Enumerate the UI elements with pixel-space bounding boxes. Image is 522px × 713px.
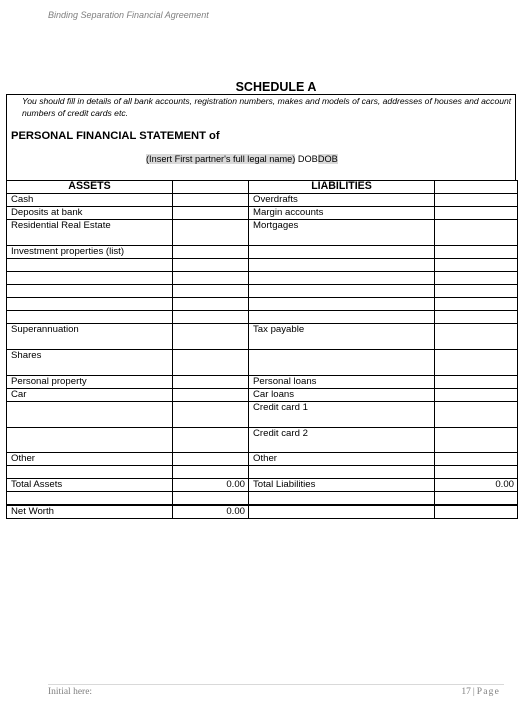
table-row (7, 376, 518, 389)
table-row (7, 311, 518, 324)
liability-label: Credit card 2 (249, 428, 435, 453)
footer-divider (48, 684, 504, 685)
table-row (7, 479, 518, 492)
asset-label (7, 466, 173, 479)
asset-value[interactable] (173, 389, 249, 402)
asset-label (7, 492, 173, 505)
liability-label: Car loans (249, 389, 435, 402)
liability-value[interactable] (435, 492, 518, 505)
liability-value[interactable] (435, 453, 518, 466)
liability-value[interactable] (435, 285, 518, 298)
table-row (7, 350, 518, 376)
liability-label (249, 466, 435, 479)
liability-label (249, 246, 435, 259)
assets-header: ASSETS (7, 181, 173, 194)
table-row (7, 272, 518, 285)
asset-value[interactable] (173, 259, 249, 272)
asset-value[interactable] (173, 207, 249, 220)
liability-label (249, 285, 435, 298)
statement-title: PERSONAL FINANCIAL STATEMENT of (11, 130, 220, 142)
name-line (146, 154, 338, 164)
asset-value[interactable] (173, 311, 249, 324)
liability-value[interactable] (435, 259, 518, 272)
asset-value[interactable] (173, 453, 249, 466)
asset-value[interactable]: 0.00 (173, 479, 249, 492)
table-row (7, 492, 518, 505)
asset-label (7, 402, 173, 428)
table-row (7, 220, 518, 246)
partner-name-field[interactable]: (Insert First partner's full legal name) (146, 154, 296, 164)
asset-label: Other (7, 453, 173, 466)
liability-value[interactable] (435, 220, 518, 246)
asset-label: Net Worth (7, 506, 173, 519)
asset-label (7, 428, 173, 453)
asset-value[interactable] (173, 428, 249, 453)
liability-label (249, 350, 435, 376)
liability-value[interactable] (435, 428, 518, 453)
table-row (7, 298, 518, 311)
asset-label: Deposits at bank (7, 207, 173, 220)
asset-label: Residential Real Estate (7, 220, 173, 246)
liability-value[interactable] (435, 272, 518, 285)
liability-value[interactable] (435, 207, 518, 220)
page-separator: | (472, 687, 475, 697)
table-row (7, 389, 518, 402)
liability-label: Other (249, 453, 435, 466)
asset-value[interactable] (173, 272, 249, 285)
asset-value[interactable] (173, 324, 249, 350)
asset-label (7, 311, 173, 324)
liability-label (249, 259, 435, 272)
liability-label: Overdrafts (249, 194, 435, 207)
table-row (7, 428, 518, 453)
liability-value[interactable] (435, 506, 518, 519)
liability-label (249, 311, 435, 324)
liability-value[interactable] (435, 402, 518, 428)
dob-label: DOB (297, 154, 318, 164)
assets-header-value (173, 181, 249, 194)
schedule-title: SCHEDULE A (235, 80, 317, 94)
asset-value[interactable]: 0.00 (173, 506, 249, 519)
asset-label: Total Assets (7, 479, 173, 492)
table-row (7, 207, 518, 220)
page-number-value: 17 (461, 687, 471, 697)
liability-label (249, 492, 435, 505)
table-row (7, 324, 518, 350)
liabilities-header-value (435, 181, 518, 194)
asset-label: Car (7, 389, 173, 402)
table-row (7, 453, 518, 466)
dob-field[interactable]: DOB (317, 154, 338, 164)
liability-value[interactable] (435, 246, 518, 259)
liability-label: Credit card 1 (249, 402, 435, 428)
asset-label: Investment properties (list) (7, 246, 173, 259)
asset-label (7, 259, 173, 272)
asset-value[interactable] (173, 285, 249, 298)
liability-value[interactable] (435, 311, 518, 324)
asset-value[interactable] (173, 194, 249, 207)
asset-value[interactable] (173, 220, 249, 246)
liability-value[interactable] (435, 298, 518, 311)
table-row (7, 246, 518, 259)
liability-value[interactable] (435, 350, 518, 376)
asset-value[interactable] (173, 298, 249, 311)
liability-value[interactable] (435, 194, 518, 207)
table-row (7, 506, 518, 519)
table-row (7, 402, 518, 428)
table-row (7, 194, 518, 207)
document-header: Binding Separation Financial Agreement (48, 10, 209, 20)
asset-value[interactable] (173, 492, 249, 505)
asset-value[interactable] (173, 246, 249, 259)
asset-value[interactable] (173, 376, 249, 389)
liability-label: Margin accounts (249, 207, 435, 220)
asset-label: Shares (7, 350, 173, 376)
liability-value[interactable] (435, 389, 518, 402)
asset-value[interactable] (173, 466, 249, 479)
asset-label: Superannuation (7, 324, 173, 350)
initial-here-label: Initial here: (48, 687, 93, 697)
instructions-text: You should fill in details of all bank accounts, registration numbers, makes and models of cars, addresses of houses and account numbers of credit cards etc. (22, 96, 512, 118)
page-number (461, 687, 500, 697)
asset-label (7, 298, 173, 311)
liability-label (249, 298, 435, 311)
asset-value[interactable] (173, 350, 249, 376)
liabilities-header: LIABILITIES (249, 181, 435, 194)
liability-value[interactable] (435, 466, 518, 479)
liability-label (249, 506, 435, 519)
liability-label: Total Liabilities (249, 479, 435, 492)
table-row (7, 259, 518, 272)
liability-label: Mortgages (249, 220, 435, 246)
asset-label: Personal property (7, 376, 173, 389)
asset-label: Cash (7, 194, 173, 207)
asset-label (7, 272, 173, 285)
liability-label (249, 272, 435, 285)
asset-value[interactable] (173, 402, 249, 428)
table-row (7, 285, 518, 298)
asset-label (7, 285, 173, 298)
liability-value[interactable]: 0.00 (435, 479, 518, 492)
liability-label: Personal loans (249, 376, 435, 389)
financial-statement-table (6, 180, 518, 519)
liability-value[interactable] (435, 376, 518, 389)
table-row (7, 466, 518, 479)
liability-value[interactable] (435, 324, 518, 350)
liability-label: Tax payable (249, 324, 435, 350)
page-label: Page (476, 687, 500, 697)
